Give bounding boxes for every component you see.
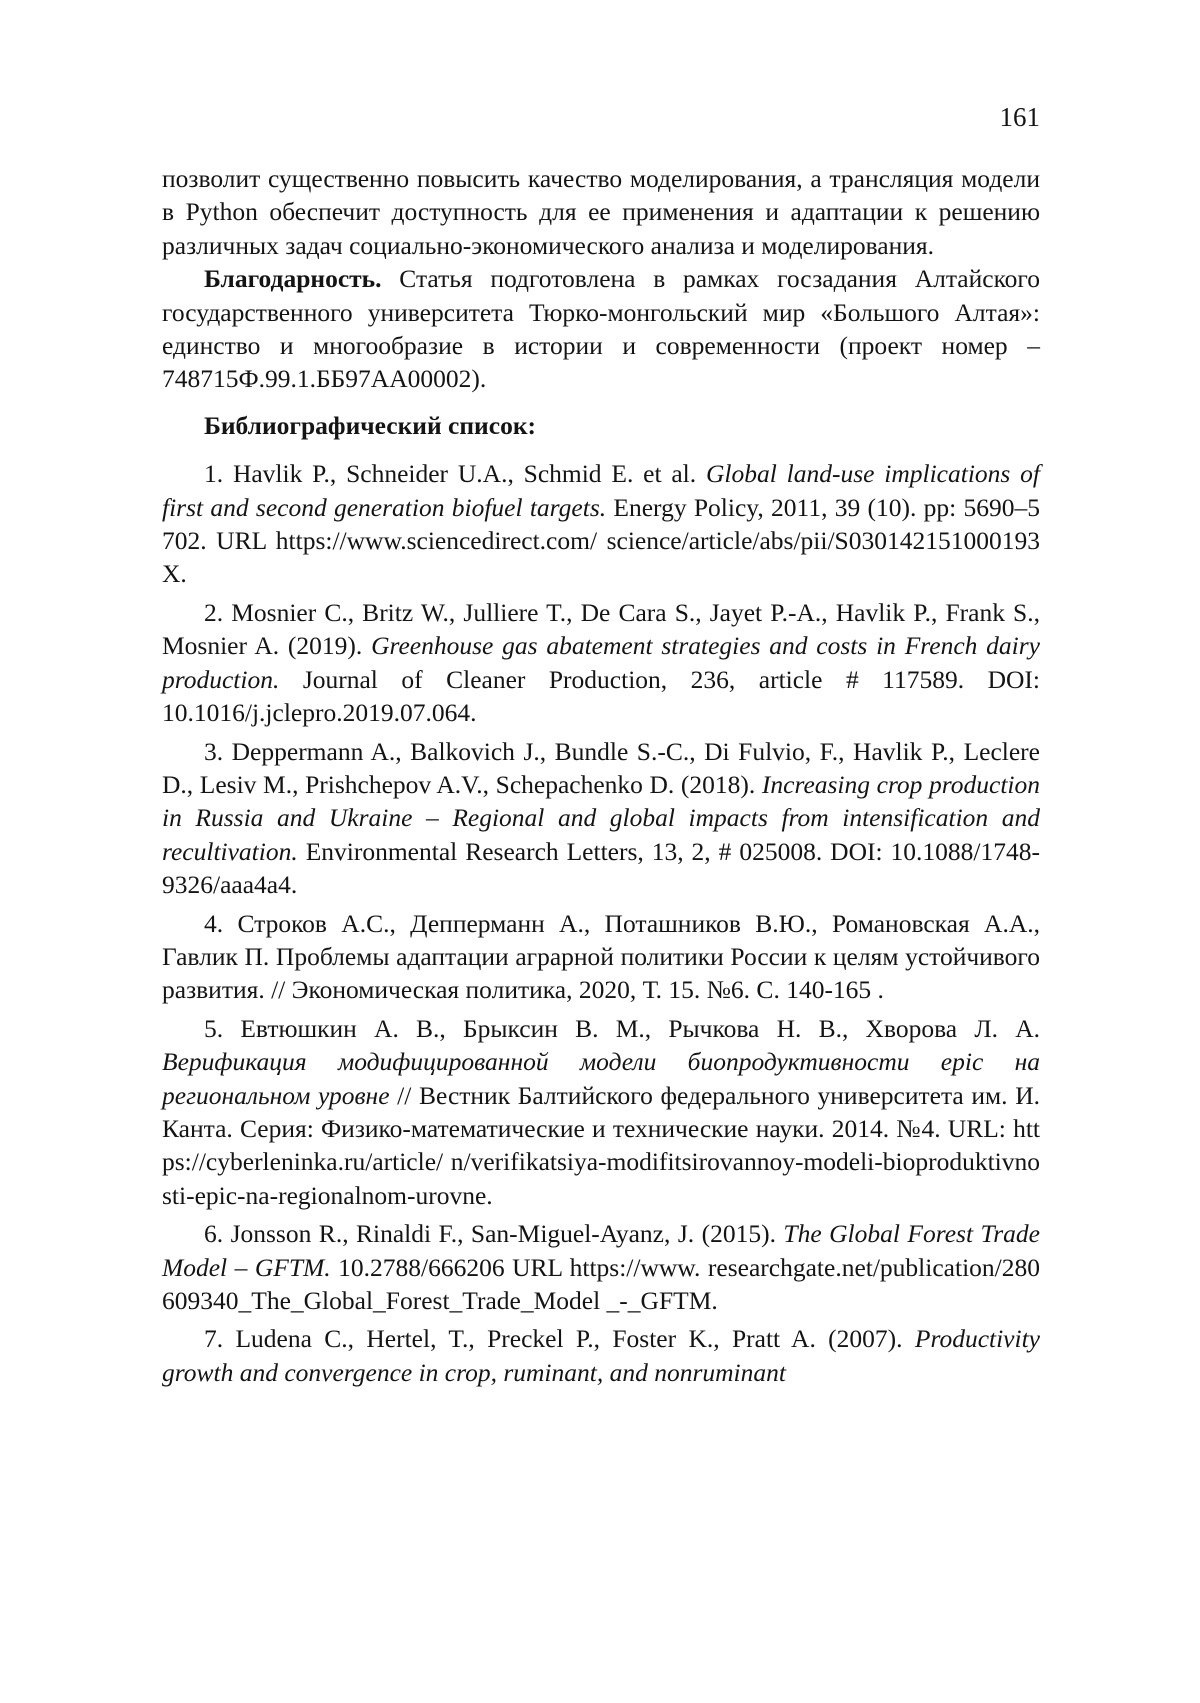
reference-list xyxy=(162,457,1040,1389)
acknowledgment-text: Статья подготовлена в рамках госзадания Алтайского государственного университета Тюрко-монгольский мир «Большого Алтая»: единство и многообразие в истории и современности (проект номер – 748715Ф.99.1.ББ97АА00002). xyxy=(162,264,1040,393)
acknowledgment-paragraph xyxy=(162,262,1040,396)
reference-item: 5. Евтюшкин А. В., Брыксин В. М., Рычкова Н. В., Хворова Л. А. Верификация модифицированной модели биопродуктивности epic на региональном уровне // Вестник Балтийского федерального университета им. И. Канта. Серия: Физико-математические и технические науки. 2014. №4. URL: https://cyberleninka.ru/article/ n/verifikatsiya-modifitsirovannoy-modeli-bioproduktivnosti-epic-na-regionalnom-urovne. xyxy=(162,1012,1040,1212)
page-content xyxy=(162,162,1040,1389)
reference-item: 4. Строков А.С., Депперманн А., Поташников В.Ю., Романовская А.А., Гавлик П. Проблемы адаптации аграрной политики России к целям устойчивого развития. // Экономическая политика, 2020, Т. 15. №6. С. 140-165 . xyxy=(162,907,1040,1007)
reference-item: 3. Deppermann A., Balkovich J., Bundle S.-C., Di Fulvio, F., Havlik P., Leclere D., Lesiv M., Prishchepov A.V., Schepachenko D. (2018). Increasing crop production in Russia and Ukraine – Regional and global impacts from intensification and recultivation. Environmental Research Letters, 13, 2, # 025008. DOI: 10.1088/1748-9326/aaa4a4. xyxy=(162,735,1040,902)
reference-item: 6. Jonsson R., Rinaldi F., San-Miguel-Ayanz, J. (2015). The Global Forest Trade Model – GFTM. 10.2788/666206 URL https://www. researchgate.net/publication/280609340_The_Global_Forest_Trade_Model _-_GFTM. xyxy=(162,1217,1040,1317)
reference-item: 1. Havlik P., Schneider U.A., Schmid E. et al. Global land-use implications of first and second generation biofuel targets. Energy Policy, 2011, 39 (10). pp: 5690–5702. URL https://www.sciencedirect.com/ science/article/abs/pii/S030142151000193X. xyxy=(162,457,1040,591)
bibliography-heading: Библиографический список: xyxy=(162,409,1040,442)
reference-item: 7. Ludena C., Hertel, T., Preckel P., Foster K., Pratt A. (2007). Productivity growth and convergence in crop, ruminant, and nonruminant xyxy=(162,1322,1040,1389)
acknowledgment-label: Благодарность. xyxy=(204,264,382,293)
page-number: 161 xyxy=(996,100,1040,134)
reference-item: 2. Mosnier C., Britz W., Julliere T., De Cara S., Jayet P.-A., Havlik P., Frank S., Mosnier A. (2019). Greenhouse gas abatement strategies and costs in French dairy production. Journal of Cleaner Production, 236, article # 117589. DOI: 10.1016/j.jclepro.2019.07.064. xyxy=(162,596,1040,730)
intro-paragraph: позволит существенно повысить качество моделирования, а трансляция модели в Python обеспечит доступность для ее применения и адаптации к решению различных задач социально-экономического анализа и моделирования. xyxy=(162,162,1040,262)
